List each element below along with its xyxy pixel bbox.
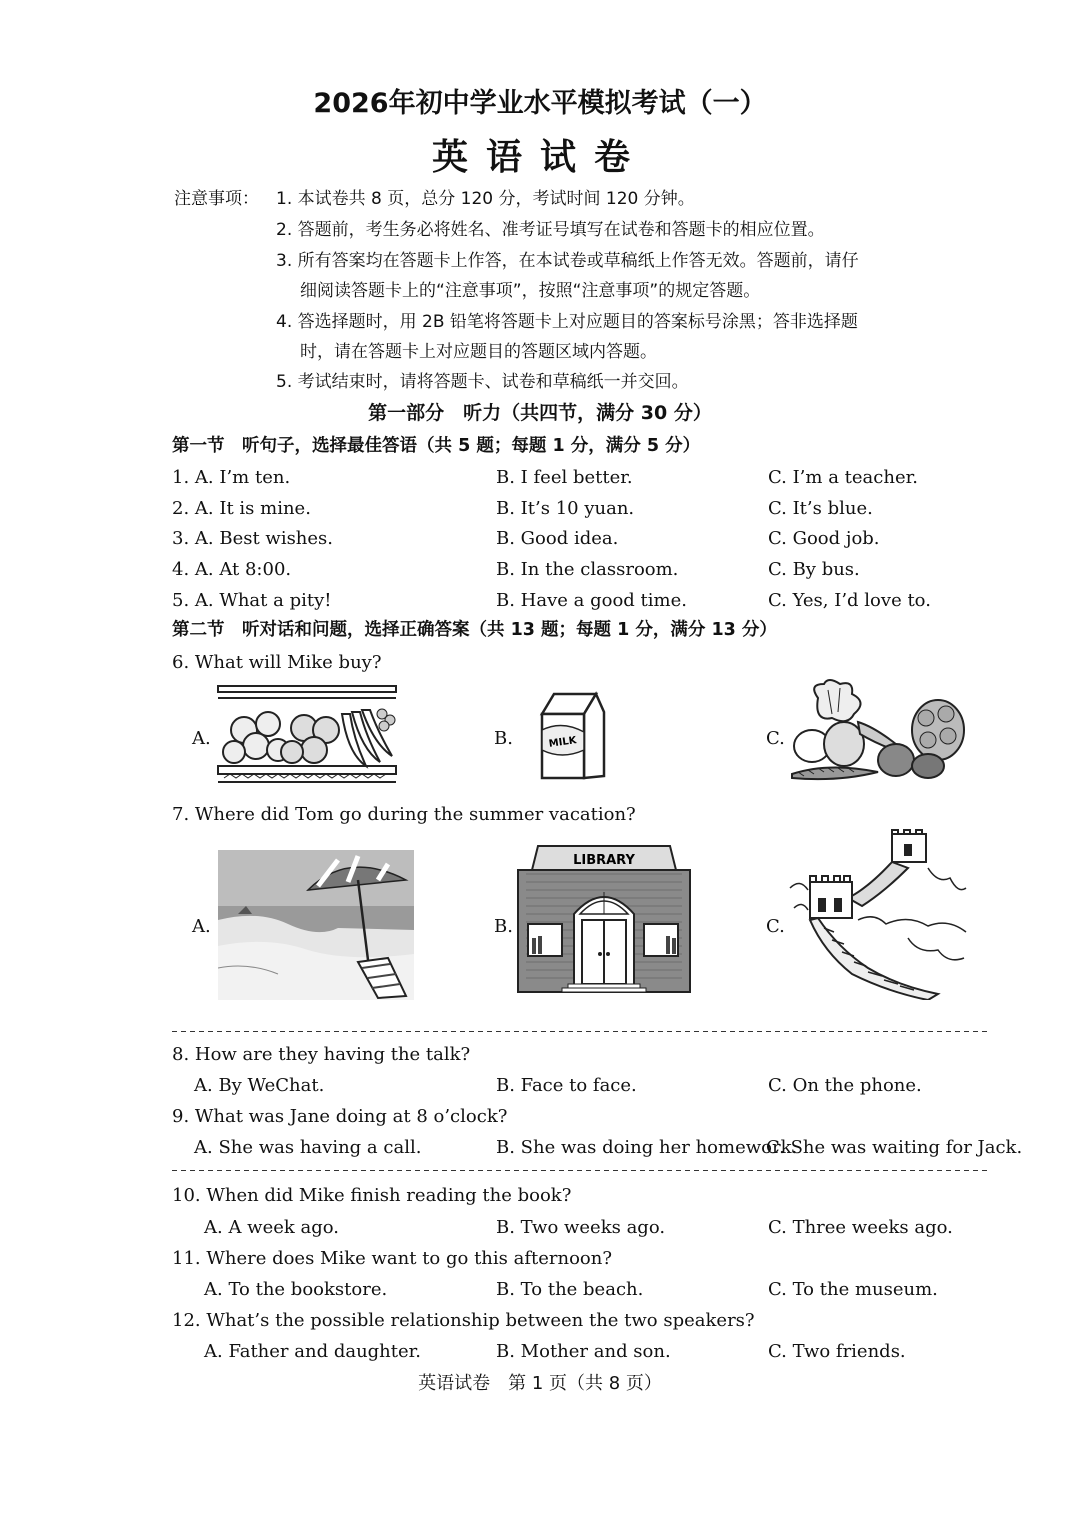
q2-option-c: C. It’s blue. [768,498,873,519]
q2-option-a: 2. A. It is mine. [172,498,311,519]
q4-option-a: 4. A. At 8:00. [172,559,292,580]
q10-option-b: B. Two weeks ago. [496,1217,666,1238]
fold-line-bottom [172,1166,990,1174]
section1-title: 第一节 听句子，选择最佳答语（共 5 题；每题 1 分，满分 5 分） [172,436,701,456]
section2-title: 第二节 听对话和问题，选择正确答案（共 13 题；每题 1 分，满分 13 分） [172,620,777,640]
library-image [516,844,692,998]
q6-label-b: B. [494,728,513,749]
q9-option-b: B. She was doing her homework. [496,1137,798,1158]
q8-option-b: B. Face to face. [496,1075,637,1096]
q2-option-b: B. It’s 10 yuan. [496,498,635,519]
note-item-2: 2. 答题前，考生务必将姓名、准考证号填写在试卷和答题卡的相应位置。 [276,220,825,240]
q11-stem: 11. Where does Mike want to go this afternoon? [172,1248,613,1269]
library-sign: LIBRARY [573,853,635,868]
q9-stem: 9. What was Jane doing at 8 o’clock? [172,1106,508,1127]
q4-option-c: C. By bus. [768,559,860,580]
q6-stem: 6. What will Mike buy? [172,652,382,673]
q1-option-a: 1. A. I’m ten. [172,467,291,488]
note-item-4-cont: 时，请在答题卡上对应题目的答题区域内答题。 [300,342,657,362]
q6-label-a: A. [192,728,211,749]
note-item-3: 3. 所有答案均在答题卡上作答，在本试卷或草稿纸上作答无效。答题前，请仔 [276,251,859,271]
milk-label: MILK [548,735,578,750]
q3-option-c: C. Good job. [768,528,880,549]
q12-option-a: A. Father and daughter. [204,1341,422,1362]
q12-stem: 12. What’s the possible relationship between the two speakers? [172,1310,755,1331]
q8-option-c: C. On the phone. [768,1075,922,1096]
q8-option-a: A. By WeChat. [194,1075,325,1096]
note-item-4: 4. 答选择题时，用 2B 铅笔将答题卡上对应题目的答案标号涂黑；答非选择题 [276,312,858,332]
milk-carton-image [534,690,606,782]
part1-title: 第一部分 听力（共四节，满分 30 分） [368,402,712,424]
note-item-5: 5. 考试结束时，请将答题卡、试卷和草稿纸一并交回。 [276,372,689,392]
q7-stem: 7. Where did Tom go during the summer vacation? [172,804,636,825]
q8-stem: 8. How are they having the talk? [172,1044,471,1065]
q10-stem: 10. When did Mike finish reading the book? [172,1185,572,1206]
q1-option-b: B. I feel better. [496,467,633,488]
beach-image [218,850,414,1000]
q5-option-b: B. Have a good time. [496,590,687,611]
great-wall-image [788,828,968,1000]
q12-option-b: B. Mother and son. [496,1341,671,1362]
q11-option-b: B. To the beach. [496,1279,644,1300]
q4-option-b: B. In the classroom. [496,559,679,580]
fruit-stall-image [216,684,398,786]
q12-option-c: C. Two friends. [768,1341,906,1362]
fold-line-top [172,1027,990,1035]
q7-label-c: C. [766,916,785,937]
q7-label-a: A. [192,916,211,937]
q11-option-c: C. To the museum. [768,1279,938,1300]
q10-option-a: A. A week ago. [204,1217,339,1238]
note-item-3-cont: 细阅读答题卡上的“注意事项”，按照“注意事项”的规定答题。 [300,281,761,301]
q7-label-b: B. [494,916,513,937]
notes-label: 注意事项： [174,189,259,209]
q3-option-b: B. Good idea. [496,528,619,549]
q6-label-c: C. [766,728,785,749]
q10-option-c: C. Three weeks ago. [768,1217,953,1238]
q9-option-c: C. She was waiting for Jack. [766,1137,1023,1158]
q5-option-a: 5. A. What a pity! [172,590,332,611]
subject-title: 英语试卷 [431,137,648,178]
q3-option-a: 3. A. Best wishes. [172,528,334,549]
page-footer: 英语试卷 第 1 页（共 8 页） [418,1373,662,1394]
q1-option-c: C. I’m a teacher. [768,467,918,488]
q9-option-a: A. She was having a call. [194,1137,422,1158]
note-item-1: 1. 本试卷共 8 页，总分 120 分，考试时间 120 分钟。 [276,189,695,209]
exam-title: 2026年初中学业水平模拟考试（一） [313,88,767,119]
q5-option-c: C. Yes, I’d love to. [768,590,931,611]
q11-option-a: A. To the bookstore. [204,1279,388,1300]
vegetables-image [788,678,968,784]
